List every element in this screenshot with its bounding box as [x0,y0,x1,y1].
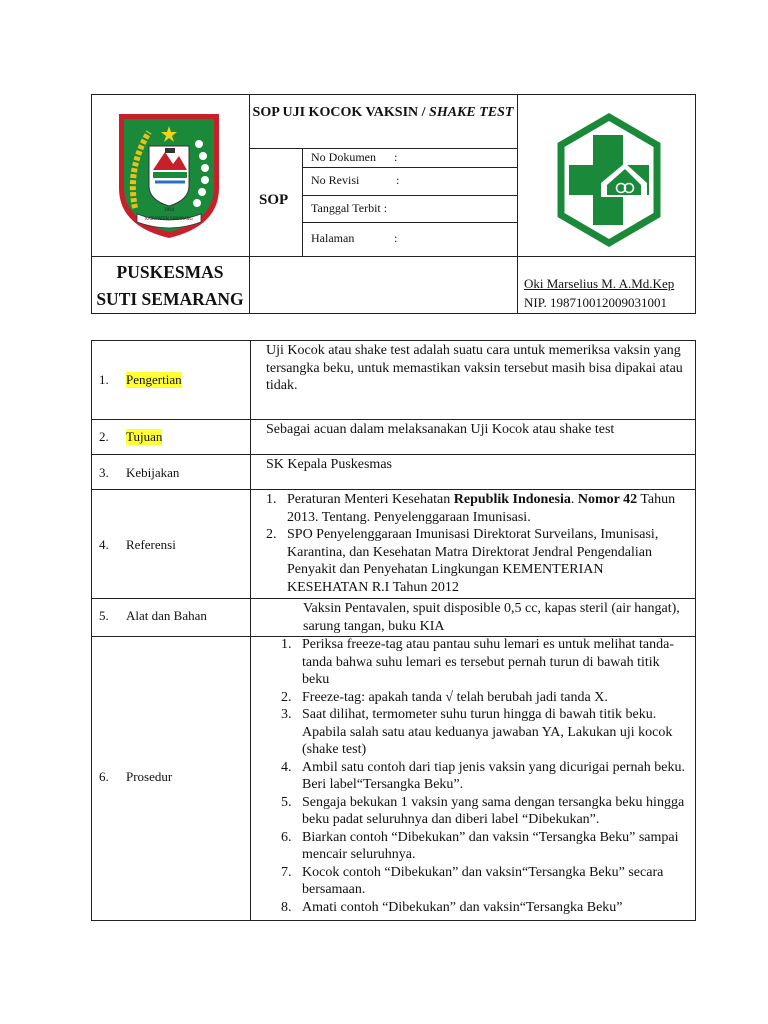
row-number: 2. [99,429,109,444]
list-item: 2. SPO Penyelenggaraan Imunisasi Direktorat Surveilans, Imunisasi, Karantina, dan Kesehatan Matra Direktorat Jendral Pengendalian Penyakit dan Penyehatan Lingkungan KEMENTERIAN KESEHATAN R.I Tahun 2012 [266,527,659,595]
list-item: 8. Amati contoh “Dibekukan” dan vaksin“Tersangka Beku” [281,899,623,915]
meta-no-revisi: No Revisi [311,173,360,187]
meta-halaman: Halaman [311,231,355,245]
row-label-tujuan: Tujuan [126,429,163,444]
table-divider [250,340,251,921]
table-divider [91,598,696,599]
sop-label: SOP [259,192,289,208]
header-divider [249,94,250,314]
list-item: 1. Periksa freeze-tag atau pantau suhu lemari es untuk melihat tanda-tanda bahwa suhu lemari es tersebut pernah turun di bawah titik beku [281,637,675,687]
row-text-kebijakan: SK Kepala Puskesmas [266,457,392,472]
regency-logo [113,108,225,242]
header-divider [91,256,696,257]
referensi-list [266,491,688,596]
signer-nip: NIP. 198710012009031001 [524,295,668,310]
list-item: 1. Peraturan Menteri Kesehatan Republik Indonesia. Nomor 42 Tahun 2013. Tentang. Penyelenggaraan Imunisasi. [266,492,676,525]
table-divider [91,419,696,420]
list-item: 5. Sengaja bekukan 1 vaksin yang sama dengan tersangka beku hingga beku padat seluruhnya dan diberi label “Dibekukan”. [281,794,685,827]
org-line-2: SUTI SEMARANG [96,289,244,309]
row-number: 4. [99,537,109,552]
list-item: 2. Freeze-tag: apakah tanda √ telah berubah jadi tanda X. [281,689,608,705]
document-title [252,104,514,121]
row-number: 5. [99,608,109,623]
table-divider [91,454,696,455]
list-item: 7. Kocok contoh “Dibekukan” dan vaksin“Tersangka Beku” secara bersamaan. [281,864,664,897]
title-italic: SHAKE TEST [429,105,514,120]
header-divider [517,94,518,314]
signer-name: Oki Marselius M. A.Md.Kep [524,276,675,291]
prosedur-list [281,636,688,916]
puskesmas-cross-icon [553,111,665,249]
header-divider [302,222,517,223]
regency-banner-text: KABUPATEN SEMARANG [145,216,193,221]
meta-no-dokumen: No Dokumen [311,150,376,164]
header-divider [302,167,517,168]
row-text-tujuan: Sebagai acuan dalam melaksanakan Uji Kocok atau shake test [266,422,615,437]
header-divider [302,148,303,256]
table-divider [91,489,696,490]
row-text-pengertian: Uji Kocok atau shake test adalah suatu cara untuk memeriksa vaksin yang tersangka beku, untuk memastikan vaksin tersebut masih bisa dipakai atau tidak. [266,343,683,393]
row-text-alat-bahan: Vaksin Pentavalen, spuit disposible 0,5 cc, kapas steril (air hangat), sarung tangan, buku KIA [303,601,680,634]
row-number: 1. [99,372,109,387]
list-item: 6. Biarkan contoh “Dibekukan” dan vaksin “Tersangka Beku” sampai mencair seluruhnya. [281,829,679,862]
meta-tanggal-terbit: Tanggal Terbit : [311,201,388,215]
row-label-referensi: Referensi [126,537,176,552]
row-label-pengertian: Pengertian [126,372,182,387]
row-number: 6. [99,769,109,784]
meta-sep: : [394,231,398,245]
regency-year: 1950 [163,207,175,212]
header-divider [302,195,517,196]
row-label-kebijakan: Kebijakan [126,465,180,480]
row-label-prosedur: Prosedur [126,769,173,784]
meta-sep: : [396,173,400,187]
list-item: 3. Saat dilihat, termometer suhu turun hingga di bawah titik beku. Apabila salah satu atau keduanya jawaban YA, Lakukan uji kocok (shake test) [281,707,673,757]
list-item: 4. Ambil satu contoh dari tiap jenis vaksin yang dicurigai pernah beku. Beri label“Tersangka Beku”. [281,759,685,792]
row-number: 3. [99,465,109,480]
puskesmas-logo [553,111,665,254]
regency-crest-icon [113,108,225,242]
row-label-alat-bahan: Alat dan Bahan [126,608,207,623]
header-divider [249,148,517,149]
org-name [91,259,249,313]
org-line-1: PUSKESMAS [116,262,224,282]
meta-sep: : [394,150,398,164]
title-main: SOP UJI KOCOK VAKSIN / [252,105,430,120]
